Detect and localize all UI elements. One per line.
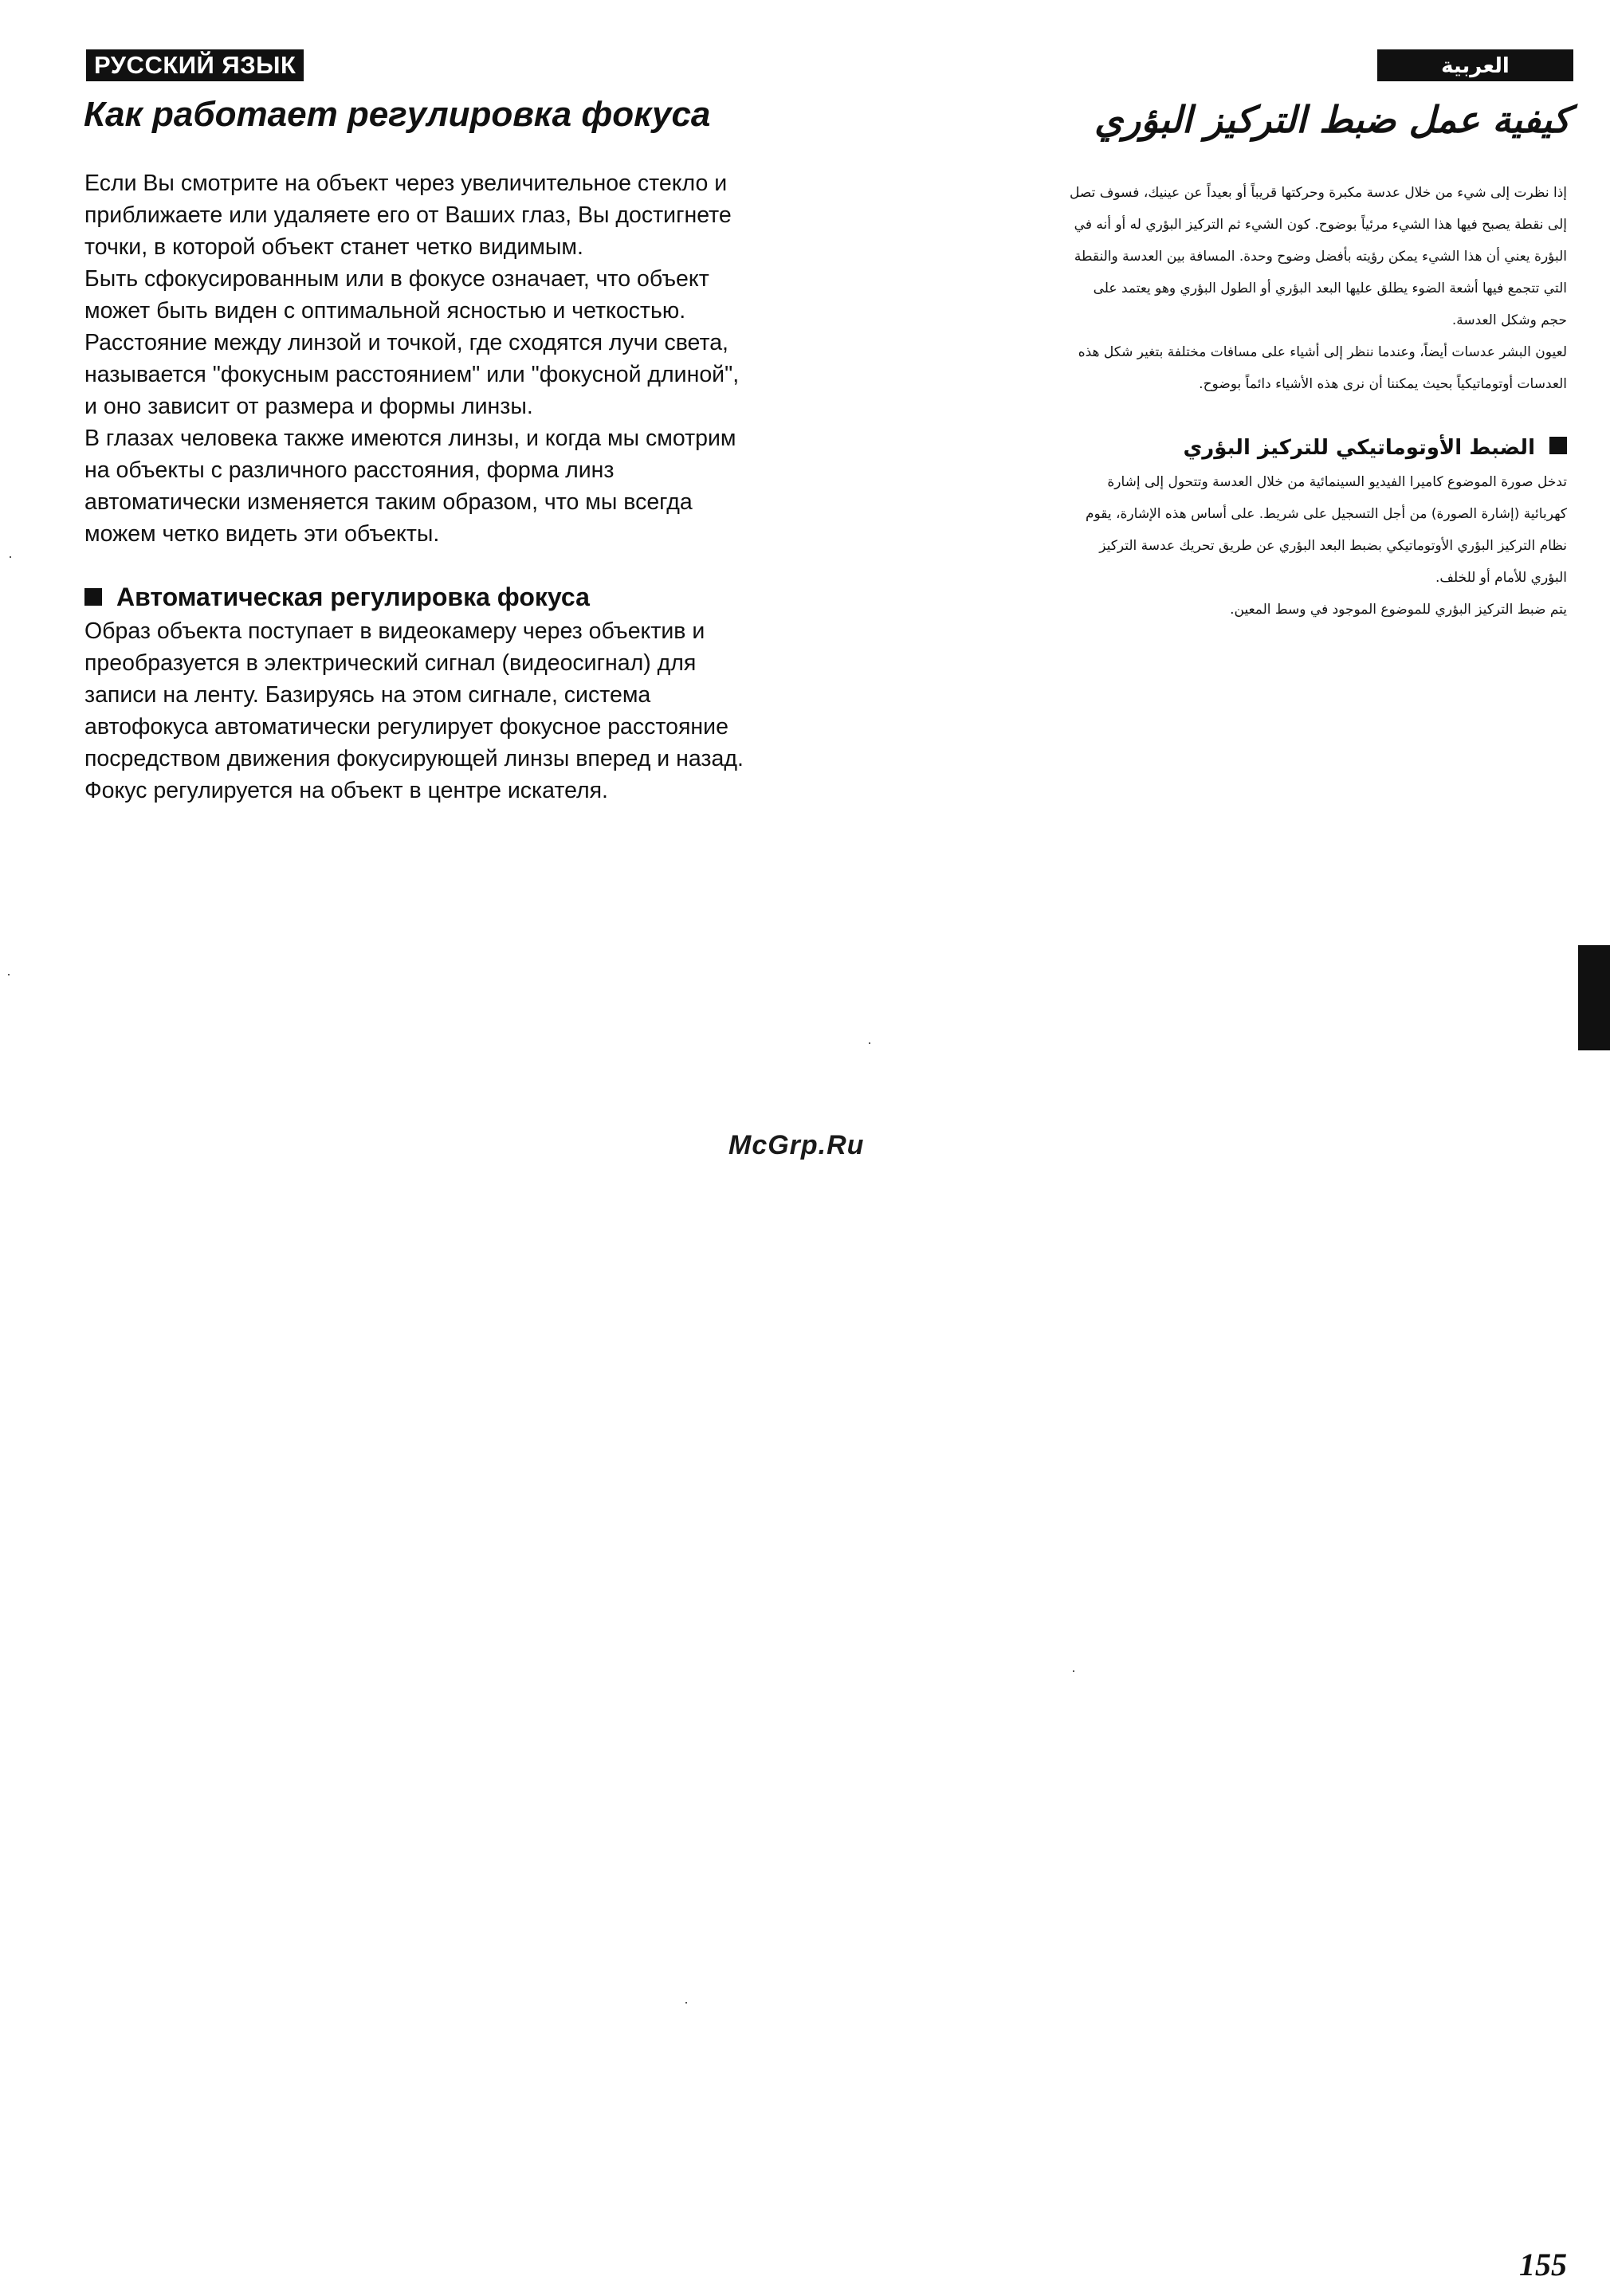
section-heading-label: Автоматическая регулировка фокуса	[116, 583, 590, 611]
scan-speck	[10, 556, 11, 558]
watermark-text: McGrp.Ru	[728, 1130, 865, 1160]
body-line: نظام التركيز البؤري الأوتوماتيكي بضبط البعد البؤري عن طريق تحريك عدسة التركيز	[1099, 538, 1567, 554]
body-line: называется "фокусным расстоянием" или "фокусной длиной",	[84, 362, 740, 387]
body-line: إذا نظرت إلى شيء من خلال عدسة مكبرة وحركتها قريباً أو بعيداً عن عينيك، فسوف تصل	[1069, 185, 1567, 201]
body-line: تدخل صورة الموضوع كاميرا الفيديو السينمائية من خلال العدسة وتتحول إلى إشارة	[1107, 474, 1567, 490]
section-heading-arabic	[1183, 430, 1567, 465]
square-bullet-icon	[84, 588, 102, 606]
body-line: автоматически изменяется таким образом, что мы всегда	[84, 489, 693, 515]
section-heading-russian	[84, 580, 590, 614]
page-title-russian: Как работает регулировка фокуса	[84, 95, 711, 134]
russian-autofocus-text	[84, 615, 850, 807]
scan-speck	[869, 1042, 870, 1044]
scan-speck	[1073, 1670, 1074, 1672]
body-line: لعيون البشر عدسات أيضاً، وعندما ننظر إلى أشياء على مسافات مختلفة بتغير شكل هذه	[1078, 344, 1567, 360]
square-bullet-icon	[1549, 437, 1567, 454]
body-line: البؤري للأمام أو للخلف.	[1435, 570, 1567, 586]
body-line: يتم ضبط التركيز البؤري للموضوع الموجود في وسط المعين.	[1230, 602, 1567, 618]
body-line: Если Вы смотрите на объект через увеличительное стекло и	[84, 171, 728, 196]
body-line: точки, в которой объект станет четко видимым.	[84, 234, 583, 260]
body-line: التي تتجمع فيها أشعة الضوء يطلق عليها البعد البؤري أو الطول البؤري وهو يعتمد على	[1093, 281, 1567, 296]
body-line: записи на ленту. Базируясь на этом сигнале, система	[84, 682, 651, 708]
body-line: Расстояние между линзой и точкой, где сходятся лучи света,	[84, 330, 728, 355]
scan-speck	[8, 974, 10, 975]
scan-speck	[685, 2002, 687, 2004]
body-line: посредством движения фокусирующей линзы вперед и назад.	[84, 746, 744, 771]
edge-tab-marker	[1578, 945, 1610, 1050]
body-line: можем четко видеть эти объекты.	[84, 521, 440, 547]
arabic-intro-text	[913, 177, 1567, 400]
body-line: Быть сфокусированным или в фокусе означает, что объект	[84, 266, 709, 292]
body-line: автофокуса автоматически регулирует фокусное расстояние	[84, 714, 728, 740]
page-title-arabic: كيفية عمل ضبط التركيز البؤري	[1094, 98, 1570, 141]
language-tag-arabic: العربية	[1377, 49, 1573, 81]
body-line: на объекты с различного расстояния, форма линз	[84, 457, 615, 483]
body-line: приближаете или удаляете его от Ваших глаз, Вы достигнете	[84, 202, 732, 228]
body-line: إلى نقطة يصبح فيها هذا الشيء مرئياً بوضوح. كون الشيء ثم التركيز البؤري له أو أنه في	[1074, 217, 1567, 233]
body-line: حجم وشكل العدسة.	[1451, 312, 1567, 328]
body-line: كهربائية (إشارة الصورة) من أجل التسجيل على شريط. على أساس هذه الإشارة، يقوم	[1086, 506, 1567, 522]
section-heading-label: الضبط الأوتوماتيكي للتركيز البؤري	[1183, 436, 1535, 460]
body-line: البؤرة يعني أن هذا الشيء يمكن رؤيته بأفضل وضوح وحدة. المسافة بين العدسة والنقطة	[1074, 249, 1567, 265]
body-line: Фокус регулируется на объект в центре искателя.	[84, 778, 608, 803]
arabic-autofocus-text	[913, 466, 1567, 626]
russian-intro-text	[84, 167, 850, 550]
body-line: Образ объекта поступает в видеокамеру через объектив и	[84, 618, 705, 644]
body-line: В глазах человека также имеются линзы, и когда мы смотрим	[84, 426, 736, 451]
body-line: العدسات أوتوماتيكياً بحيث يمكننا أن نرى هذه الأشياء دائماً بوضوح.	[1199, 376, 1567, 392]
page-number: 155	[1519, 2247, 1567, 2282]
body-line: может быть виден с оптимальной ясностью и четкостью.	[84, 298, 686, 324]
body-line: преобразуется в электрический сигнал (видеосигнал) для	[84, 650, 697, 676]
body-line: и оно зависит от размера и формы линзы.	[84, 394, 533, 419]
language-tag-russian: РУССКИЙ ЯЗЫК	[86, 49, 304, 81]
